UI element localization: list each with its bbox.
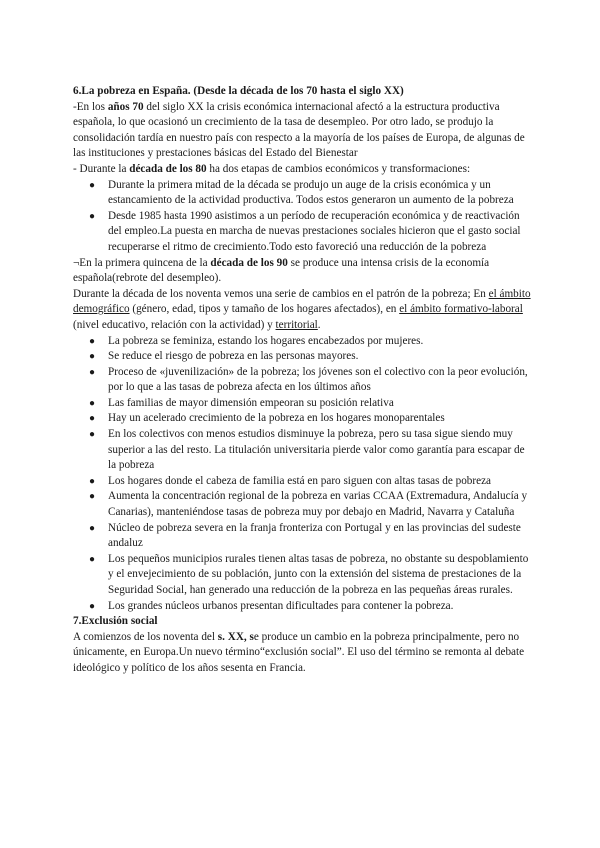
- list-item-text: Los grandes núcleos urbanos presentan dificultades para contener la pobreza.: [108, 599, 454, 612]
- bullet-icon: ●: [89, 366, 96, 378]
- bullet-icon: ●: [89, 475, 96, 487]
- list-item: [73, 178, 531, 209]
- section-6-paragraph-patterns: [73, 287, 531, 334]
- document-page: [73, 84, 531, 677]
- list-item-text: Hay un acelerado crecimiento de la pobreza en los hogares monoparentales: [108, 412, 445, 425]
- bullet-icon: ●: [89, 522, 96, 534]
- underlined-run: el ámbito demográfico: [73, 287, 531, 316]
- list-90s-changes: [73, 334, 531, 615]
- section-7-paragraph: [73, 630, 531, 677]
- section-7-heading: 7.Exclusión social: [73, 615, 158, 628]
- list-item-text: Se reduce el riesgo de pobreza en las personas mayores.: [108, 350, 359, 363]
- text-run: ¬En la primera quincena de la: [73, 256, 211, 269]
- list-item: [73, 489, 531, 520]
- list-80s-stages: [73, 178, 531, 256]
- section-6-paragraph-90s: [73, 256, 531, 287]
- list-item-text: Durante la primera mitad de la década se produjo un auge de la crisis económica y un estancamiento de la actividad productiva. Todos estos generaron un aumento de la pobreza: [108, 178, 514, 207]
- text-run: (nivel educativo, relación con la actividad) y: [73, 318, 276, 331]
- underlined-run: el ámbito formativo-laboral: [399, 303, 523, 316]
- list-item: [73, 599, 531, 615]
- list-item: [73, 552, 531, 599]
- text-run: A comienzos de los noventa del: [73, 630, 218, 643]
- text-run: ha dos etapas de cambios económicos y transformaciones:: [206, 162, 471, 175]
- bold-run: s. XX, s: [217, 630, 254, 643]
- list-item: [73, 411, 531, 427]
- list-item-text: En los colectivos con menos estudios disminuye la pobreza, pero su tasa sigue siendo muy superior a las del resto. La titulación universitaria pierde valor como garantía para escapar de la pobreza: [108, 428, 525, 472]
- bullet-icon: ●: [89, 179, 96, 191]
- list-item: [73, 209, 531, 256]
- text-run: se produce una intensa crisis de la economía española(rebrote del desempleo).: [73, 256, 490, 285]
- text-run: -En los: [73, 100, 108, 113]
- bullet-icon: ●: [89, 600, 96, 612]
- list-item-text: Los hogares donde el cabeza de familia está en paro siguen con altas tasas de pobreza: [108, 474, 492, 487]
- underlined-run: territorial: [275, 318, 318, 331]
- bold-run: década de los 90: [210, 256, 288, 269]
- bullet-icon: ●: [89, 491, 96, 503]
- list-item: [73, 396, 531, 412]
- list-item-text: Proceso de «juvenilización» de la pobreza; los jóvenes son el colectivo con la peor evolución, por lo que a las tasas de pobreza afecta en los últimos años: [108, 365, 528, 394]
- list-item: [73, 349, 531, 365]
- bullet-icon: ●: [89, 413, 96, 425]
- list-item-text: Aumenta la concentración regional de la pobreza en varias CCAA (Extremadura, Andalucía y Canarias), manteniéndose tasas de pobreza muy por debajo en Madrid, Navarra y Cataluña: [108, 490, 528, 519]
- list-item-text: Desde 1985 hasta 1990 asistimos a un período de recuperación económica y de reactivación del empleo.La puesta en marcha de nuevas prestaciones sociales hicieron que el gasto social recuperarse el ritmo de crecimiento.Todo esto favoreció una reducción de la pobreza: [108, 209, 521, 253]
- list-item-text: Núcleo de pobreza severa en la franja fronteriza con Portugal y en las provincias del sudeste andaluz: [108, 521, 521, 550]
- list-item-text: La pobreza se feminiza, estando los hogares encabezados por mujeres.: [108, 334, 424, 347]
- text-run: (género, edad, tipos y tamaño de los hogares afectados), en: [129, 303, 400, 316]
- section-6-heading: 6.La pobreza en España. (Desde la década de los 70 hasta el siglo XX): [73, 85, 404, 97]
- list-item: [73, 365, 531, 396]
- bold-run: años 70: [107, 100, 144, 113]
- text-run: Durante la década de los noventa vemos una serie de cambios en el patrón de la pobreza; En: [73, 287, 489, 300]
- bullet-icon: ●: [89, 210, 96, 222]
- bullet-icon: ●: [89, 553, 96, 565]
- list-item: [73, 521, 531, 552]
- list-item-text: Los pequeños municipios rurales tienen altas tasas de pobreza, no obstante su despoblamiento y el envejecimiento de su población, junto con la extensión del sistema de prestaciones de la Seguridad Social, han generado una reducción de la pobreza en las pequeñas áreas rurales.: [108, 552, 529, 596]
- text-run: del siglo XX la crisis económica internacional afectó a la estructura productiva española, lo que ocasionó un crecimiento de la tasa de desempleo. Por otro lado, se produjo la consolidación tardía en nuestro país con respecto a la mayoría de los países de Europa, de algunas de las instituciones y prestaciones básicas del Estado del Bienestar: [73, 100, 525, 160]
- section-6-paragraph-70s: [73, 100, 531, 162]
- list-item: [73, 474, 531, 490]
- list-item: [73, 334, 531, 350]
- bullet-icon: ●: [89, 351, 96, 363]
- bullet-icon: ●: [89, 429, 96, 441]
- list-item-text: Las familias de mayor dimensión empeoran su posición relativa: [108, 396, 394, 409]
- bullet-icon: ●: [89, 397, 96, 409]
- text-run: e produce un cambio en la pobreza principalmente, pero no únicamente, en Europa.Un nuevo término“exclusión social”. El uso del término se remonta al debate ideológico y político de los años sesenta en Francia.: [73, 630, 525, 674]
- section-6-paragraph-80s: [73, 162, 531, 178]
- bullet-icon: ●: [89, 335, 96, 347]
- bold-run: década de los 80: [129, 162, 207, 175]
- list-item: [73, 427, 531, 474]
- text-run: .: [317, 318, 321, 331]
- text-run: - Durante la: [73, 162, 130, 175]
